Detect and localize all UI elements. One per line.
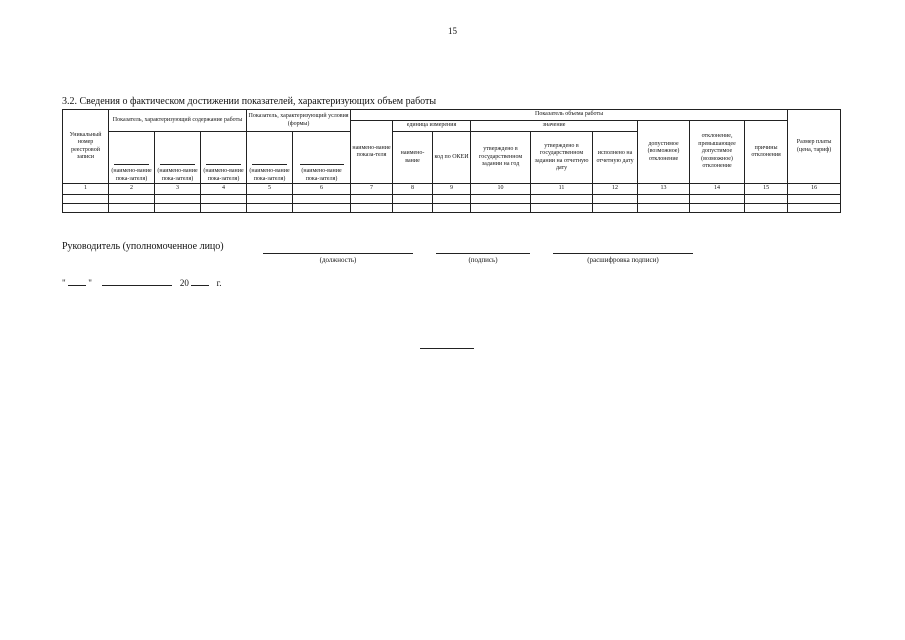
quote-close: " (88, 278, 92, 288)
header-name-1: (наимено-вание пока-зателя) (111, 168, 152, 182)
year-field[interactable] (191, 276, 209, 286)
table-row (63, 204, 841, 213)
header-content-indicator: Показатель, характеризующий содержание работы (109, 110, 247, 132)
table-cell[interactable] (393, 204, 433, 213)
table-cell[interactable] (690, 195, 745, 204)
position-caption: (должность) (319, 256, 357, 264)
column-number: 5 (247, 184, 293, 195)
header-executed-date: исполнено на отчетную дату (593, 132, 638, 184)
header-condition-indicator: Показатель, характеризующий условия (формы) (247, 110, 351, 132)
table-cell[interactable] (433, 195, 471, 204)
signature-line (436, 253, 530, 254)
table-cell[interactable] (788, 204, 841, 213)
table-cell[interactable] (63, 204, 109, 213)
column-number-row (63, 184, 841, 195)
signature-caption: (подпись) (468, 256, 498, 264)
table-cell[interactable] (745, 204, 788, 213)
head-label: Руководитель (уполномоченное лицо) (62, 241, 224, 252)
header-name-cell (201, 132, 247, 184)
header-name-cell (109, 132, 155, 184)
table-cell[interactable] (638, 204, 690, 213)
quote-open: " (62, 278, 66, 288)
table-cell[interactable] (155, 204, 201, 213)
header-reasons: причины отклонения (745, 121, 788, 184)
year-prefix: 20 (179, 278, 189, 288)
column-number: 7 (351, 184, 393, 195)
table-cell[interactable] (531, 204, 593, 213)
table-cell[interactable] (155, 195, 201, 204)
decoding-field[interactable] (553, 253, 693, 273)
header-unit: единица измерения (393, 121, 471, 132)
table-cell[interactable] (593, 195, 638, 204)
table-cell[interactable] (788, 195, 841, 204)
page-number: 15 (448, 26, 457, 36)
table-cell[interactable] (201, 195, 247, 204)
header-value: значение (471, 121, 638, 132)
position-field[interactable] (263, 253, 413, 273)
header-name-3: (наимено-вание пока-зателя) (203, 168, 244, 182)
table-cell[interactable] (109, 204, 155, 213)
table-cell[interactable] (471, 195, 531, 204)
table-cell[interactable] (293, 195, 351, 204)
header-registry-number: Уникальный номер реестровой записи (63, 110, 109, 184)
table-cell[interactable] (531, 195, 593, 204)
column-number: 12 (593, 184, 638, 195)
day-field[interactable] (68, 276, 86, 286)
header-name-cell (247, 132, 293, 184)
decoding-line (553, 253, 693, 254)
table-cell[interactable] (433, 204, 471, 213)
column-number: 11 (531, 184, 593, 195)
header-name-5: (наимено-вание пока-зателя) (301, 168, 342, 182)
header-volume-indicator: Показатель объема работы (351, 110, 788, 121)
column-number: 10 (471, 184, 531, 195)
table-cell[interactable] (247, 204, 293, 213)
table-cell[interactable] (690, 204, 745, 213)
column-number: 4 (201, 184, 247, 195)
header-exceeding-deviation: отклонение, превышающее допустимое (возможное) отклонение (690, 121, 745, 184)
header-name-2: (наимено-вание пока-зателя) (157, 168, 198, 182)
table-cell[interactable] (593, 204, 638, 213)
date-line (62, 276, 222, 288)
header-okei-code: код по ОКЕИ (433, 132, 471, 184)
table-cell[interactable] (63, 195, 109, 204)
table-cell[interactable] (247, 195, 293, 204)
column-number: 16 (788, 184, 841, 195)
header-payment: Размер платы (цена, тариф) (788, 110, 841, 184)
column-number: 6 (293, 184, 351, 195)
column-number: 1 (63, 184, 109, 195)
table-cell[interactable] (109, 195, 155, 204)
signature-block (62, 241, 842, 271)
header-name-cell (293, 132, 351, 184)
position-line (263, 253, 413, 254)
table-cell[interactable] (393, 195, 433, 204)
column-number: 2 (109, 184, 155, 195)
table-row (63, 195, 841, 204)
header-approved-date: утверждено в государственном задании на отчетную дату (531, 132, 593, 184)
column-number: 15 (745, 184, 788, 195)
column-number: 3 (155, 184, 201, 195)
table-cell[interactable] (745, 195, 788, 204)
header-name-cell (155, 132, 201, 184)
header-indicator-name: наимено-вание показа-теля (351, 121, 393, 184)
header-unit-name: наимено-вание (393, 132, 433, 184)
table-cell[interactable] (351, 195, 393, 204)
month-field[interactable] (102, 276, 172, 286)
table-cell[interactable] (638, 195, 690, 204)
column-number: 14 (690, 184, 745, 195)
signature-field[interactable] (436, 253, 530, 273)
column-number: 13 (638, 184, 690, 195)
column-number: 8 (393, 184, 433, 195)
column-number: 9 (433, 184, 471, 195)
header-name-4: (наимено-вание пока-зателя) (249, 168, 290, 182)
year-suffix: г. (216, 278, 222, 288)
section-title: 3.2. Сведения о фактическом достижении показателей, характеризующих объем работы (62, 96, 437, 107)
decoding-caption: (расшифровка подписи) (587, 256, 659, 264)
table-cell[interactable] (471, 204, 531, 213)
table-cell[interactable] (201, 204, 247, 213)
table-cell[interactable] (351, 204, 393, 213)
header-allowed-deviation: допустимое (возможное) отклонение (638, 121, 690, 184)
header-approved-year: утверждено в государственном задании на год (471, 132, 531, 184)
indicators-table (62, 109, 841, 213)
footer-rule (420, 348, 474, 349)
table-cell[interactable] (293, 204, 351, 213)
